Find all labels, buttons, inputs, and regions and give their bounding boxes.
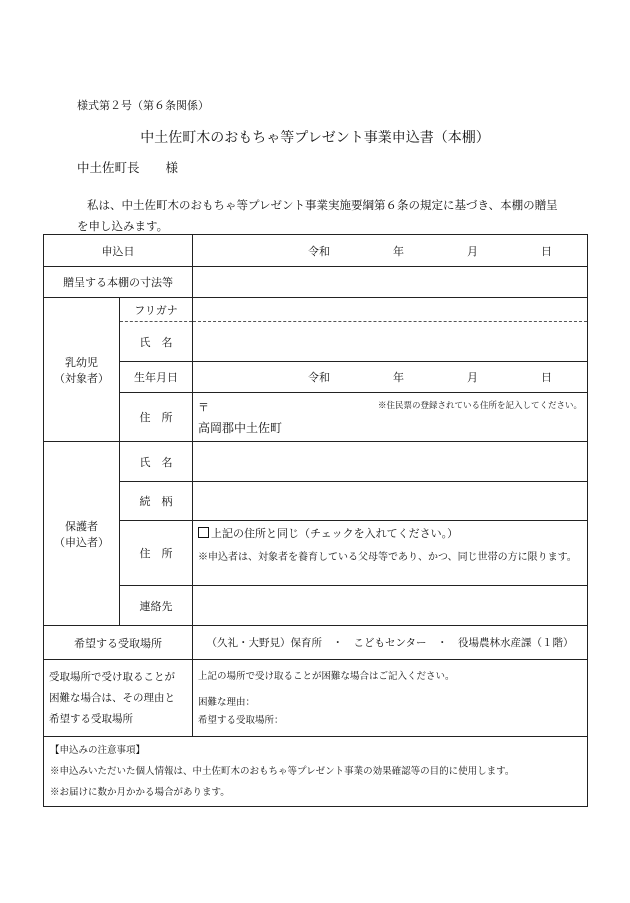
pickup-row xyxy=(44,626,588,660)
guardian-note: ※申込者は、対象者を養育している父母等であり、かつ、同じ世帯の方に限ります。 xyxy=(198,552,577,563)
contact-label: 連絡先 xyxy=(120,586,193,626)
difficulty-reason-label: 困難な理由： xyxy=(198,697,256,708)
pickup-label: 希望する受取場所 xyxy=(44,626,193,660)
guardian-name-row xyxy=(44,442,588,482)
infant-address-row xyxy=(44,393,588,442)
notes-heading: 【申込みの注意事項】 xyxy=(50,745,146,756)
infant-name-label: 氏 名 xyxy=(120,322,193,362)
same-address-checkbox[interactable] xyxy=(198,527,209,538)
guardian-sublabel: （申込者） xyxy=(54,535,109,549)
notes-section xyxy=(44,737,588,807)
infant-furigana-row xyxy=(44,298,588,322)
form-title: 中土佐町木のおもちゃ等プレゼント事業申込書（本棚） xyxy=(140,130,490,146)
guardian-label: 保護者 xyxy=(65,519,98,533)
infant-address-label: 住 所 xyxy=(120,393,193,442)
address-note: ※住民票の登録されている住所を記入してください。 xyxy=(377,400,582,411)
application-date-row xyxy=(44,235,588,267)
era-label: 令和 xyxy=(308,244,330,258)
month-label: 月 xyxy=(467,244,478,258)
guardian-address-row xyxy=(44,521,588,586)
dimensions-label: 贈呈する本棚の寸法等 xyxy=(44,267,193,298)
infant-birthdate-row xyxy=(44,362,588,393)
day-label: 日 xyxy=(541,244,552,258)
alt-pickup-label xyxy=(44,660,193,737)
note-privacy: ※申込みいただいた個人情報は、中土佐町木のおもちゃ等プレゼント事業の効果確認等の目的に使用します。 xyxy=(50,766,515,777)
guardian-group-label xyxy=(44,442,120,626)
birthdate-field[interactable] xyxy=(193,362,588,393)
alt-pickup-instruction: 上記の場所で受け取ることが困難な場合はご記入ください。 xyxy=(198,671,455,682)
addressee xyxy=(77,158,178,176)
alt-pickup-label-line1: 受取場所で受け取ることが xyxy=(49,670,175,683)
pickup-options[interactable]: （久礼・大野見）保育所 ・ こどもセンター ・ 役場農林水産課（１階） xyxy=(193,626,588,660)
contact-row xyxy=(44,586,588,626)
birth-month-label: 月 xyxy=(467,371,478,384)
notes-row xyxy=(44,737,588,807)
infant-sublabel: （対象者） xyxy=(54,371,109,385)
guardian-name-field[interactable] xyxy=(193,442,588,482)
application-form-table xyxy=(43,234,588,807)
year-label: 年 xyxy=(393,244,404,258)
birth-year-label: 年 xyxy=(393,371,404,384)
desired-location-label: 希望する受取場所： xyxy=(198,715,284,726)
infant-group-label xyxy=(44,298,120,442)
infant-name-row xyxy=(44,322,588,362)
birthdate-label: 生年月日 xyxy=(120,362,193,393)
alt-pickup-label-line2: 困難な場合は、その理由と xyxy=(49,691,175,704)
alt-pickup-row xyxy=(44,660,588,737)
guardian-address-label: 住 所 xyxy=(120,521,193,586)
guardian-name-label: 氏 名 xyxy=(120,442,193,482)
addressee-name: 中土佐町長 xyxy=(77,160,140,175)
birth-day-label: 日 xyxy=(541,371,552,384)
application-date-label: 申込日 xyxy=(44,235,193,267)
application-date-field[interactable] xyxy=(193,235,588,267)
infant-label: 乳幼児 xyxy=(65,355,98,369)
infant-name-field[interactable] xyxy=(193,322,588,362)
furigana-field[interactable] xyxy=(193,298,588,322)
form-number: 様式第２号（第６条関係） xyxy=(77,99,209,112)
guardian-address-field[interactable] xyxy=(193,521,588,586)
infant-address-field[interactable] xyxy=(193,393,588,442)
birth-era-label: 令和 xyxy=(308,371,330,384)
note-delivery: ※お届けに数か月かかる場合があります。 xyxy=(50,787,230,798)
relation-field[interactable] xyxy=(193,482,588,521)
furigana-label: フリガナ xyxy=(120,298,193,322)
honorific: 様 xyxy=(165,160,179,175)
infant-address-value: 高岡郡中土佐町 xyxy=(198,420,283,435)
contact-field[interactable] xyxy=(193,586,588,626)
alt-pickup-field[interactable] xyxy=(193,660,588,737)
dimensions-row xyxy=(44,267,588,298)
same-address-label: 上記の住所と同じ（チェックを入れてください。） xyxy=(211,527,459,540)
guardian-relation-row xyxy=(44,482,588,521)
alt-pickup-label-line3: 希望する受取場所 xyxy=(49,712,133,725)
same-address-option[interactable] xyxy=(198,525,582,541)
intro-text: 私は、中土佐町木のおもちゃ等プレゼント事業実施要綱第６条の規定に基づき、本棚の贈呈を申し込みます。 xyxy=(77,198,558,233)
postal-mark: 〒 xyxy=(198,400,209,414)
relation-label: 続 柄 xyxy=(120,482,193,521)
dimensions-field[interactable] xyxy=(193,267,588,298)
